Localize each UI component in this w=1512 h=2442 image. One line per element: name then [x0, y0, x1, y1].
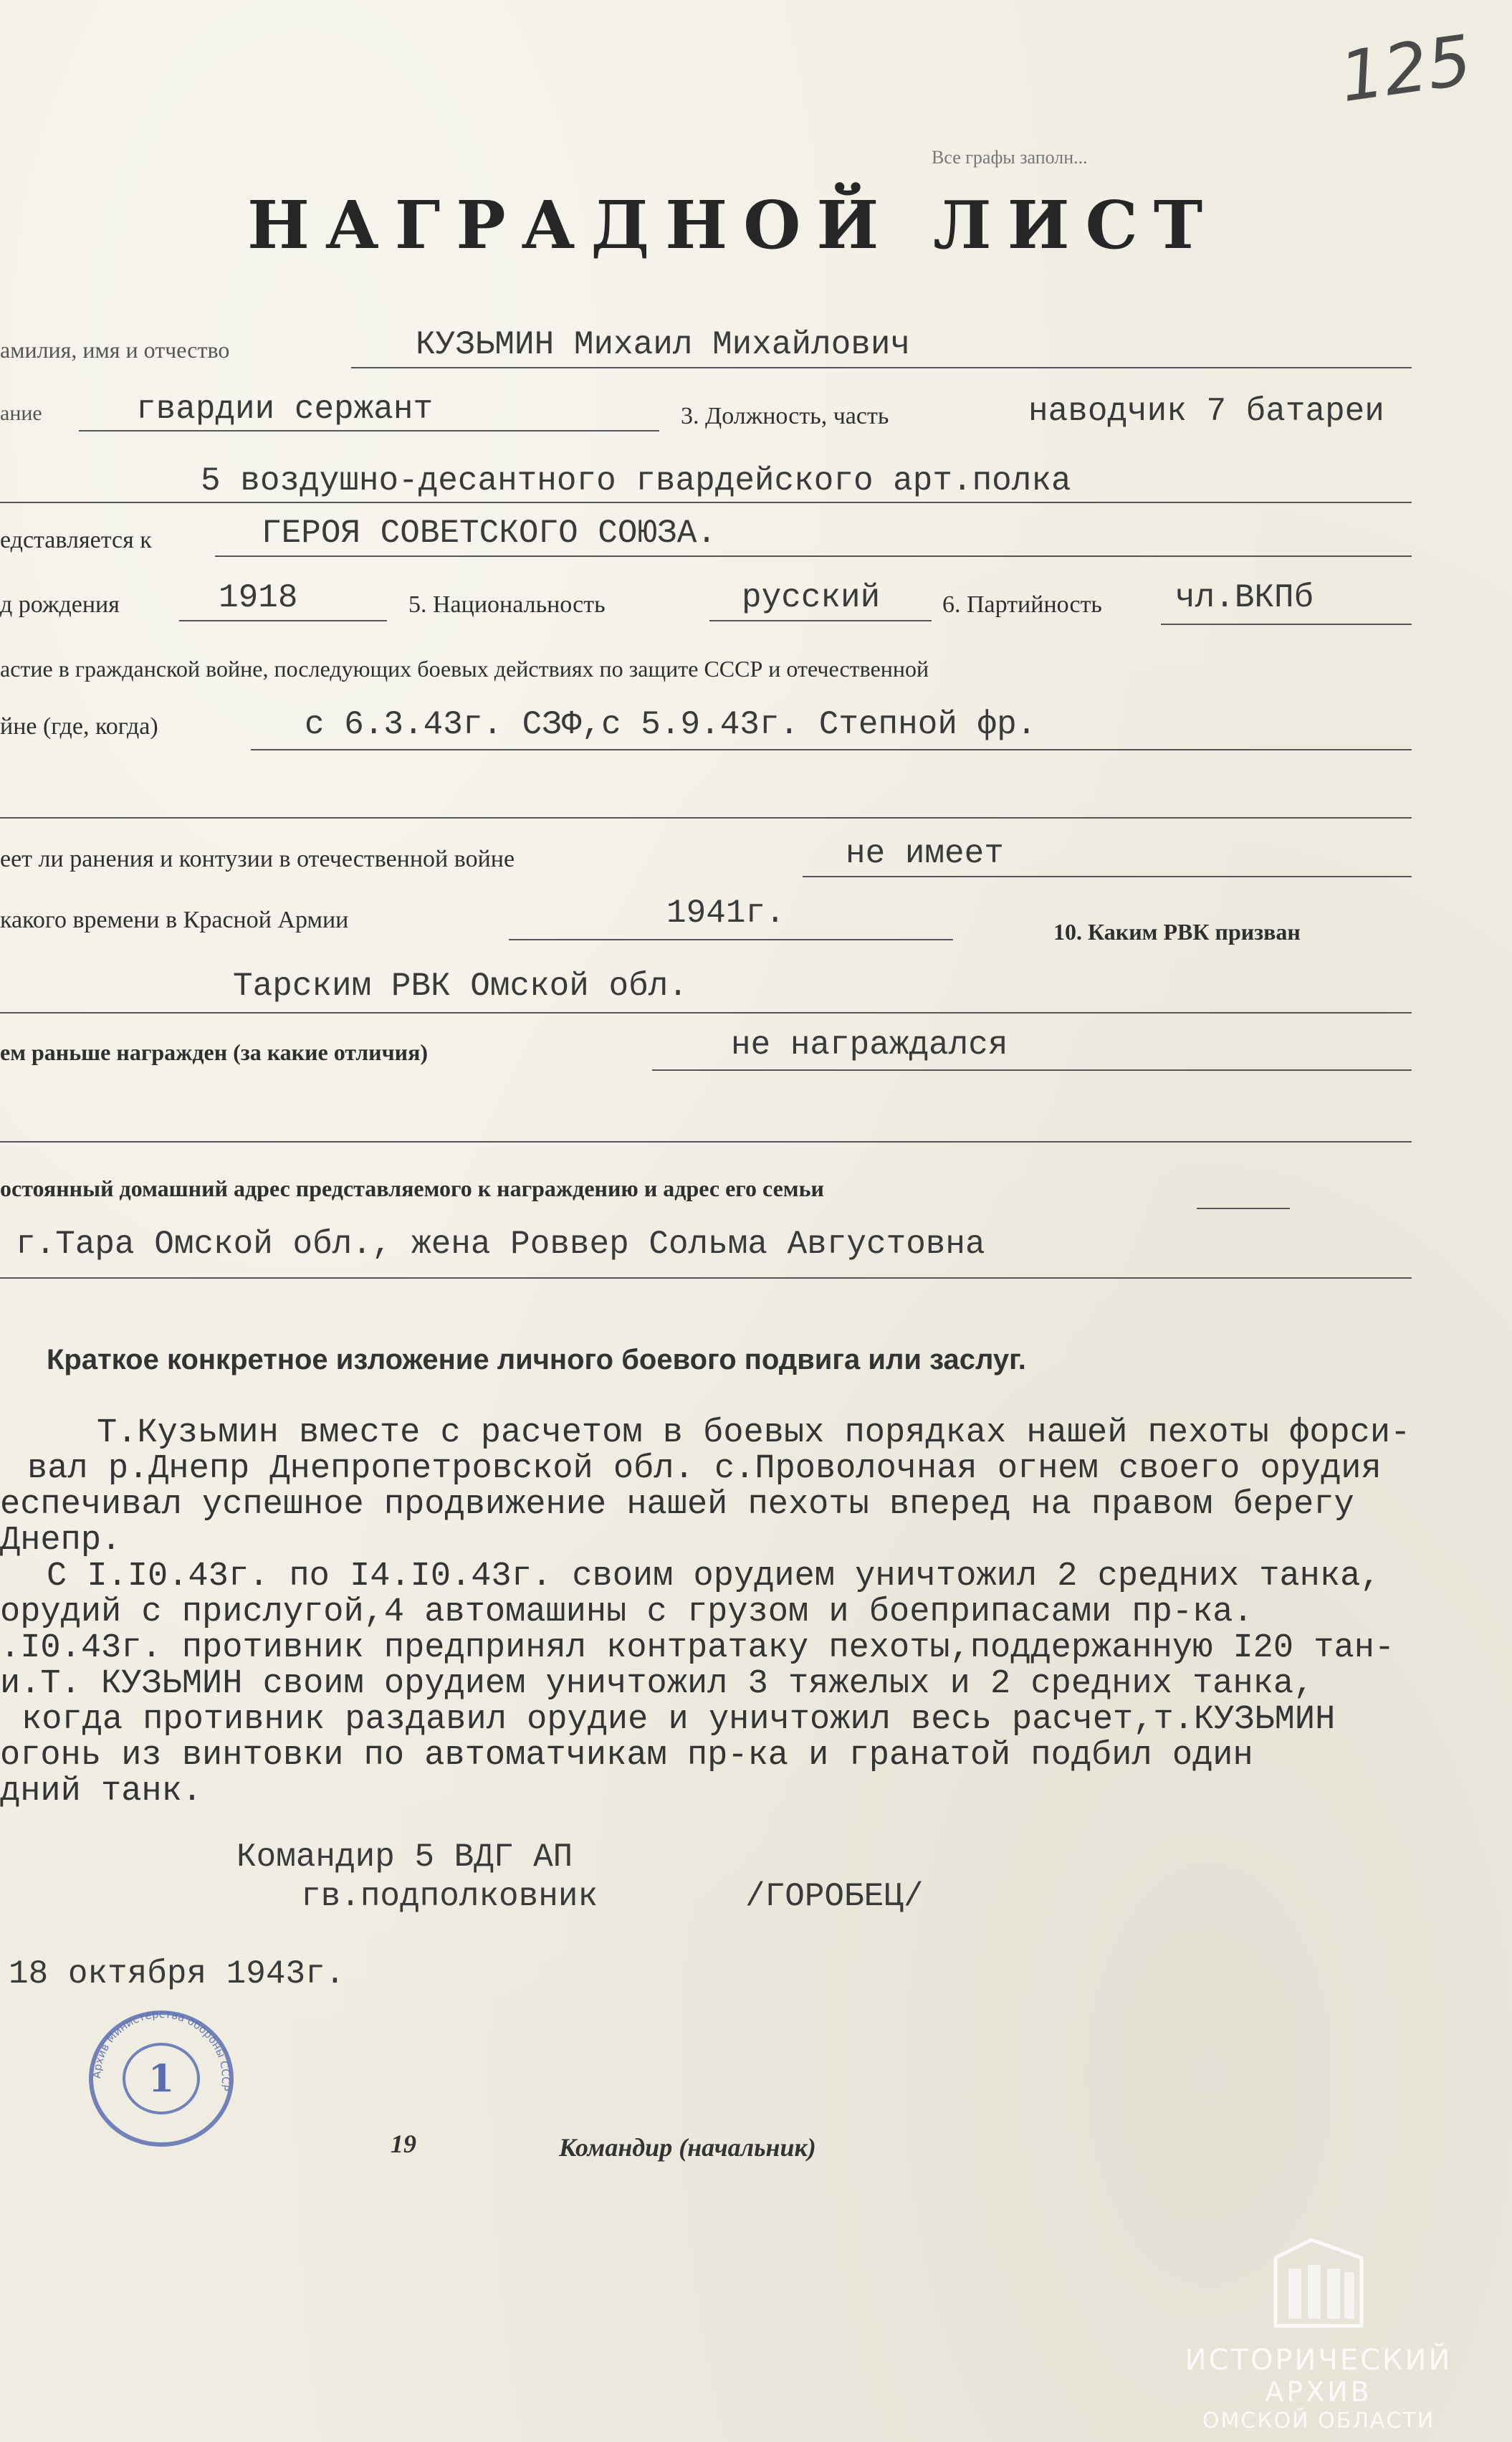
signature-name: /ГОРОБЕЦ/ — [745, 1878, 924, 1915]
wounds-value: не имеет — [846, 835, 1004, 872]
wounds-label: еет ли ранения и контузии в отечественной войне — [0, 846, 515, 872]
summary-line: .I0.43г. противник предпринял контратаку пехоты,поддержанную I20 тан- — [0, 1629, 1395, 1667]
page-number: 125 — [1335, 19, 1477, 118]
footer-year-prefix: 19 — [391, 2129, 416, 2158]
nationality-label: 5. Национальность — [408, 591, 606, 618]
birth-value: 1918 — [219, 579, 298, 616]
name-label: амилия, имя и отчество — [0, 337, 230, 363]
summary-line: когда противник раздавил орудие и уничтожил весь расчет,т.КУЗЬМИН — [21, 1701, 1336, 1739]
stamp-number: 1 — [148, 2057, 175, 2101]
summary-line: дний танк. — [0, 1773, 203, 1811]
header-note: Все графы заполн... — [932, 147, 1088, 168]
rank-value: гвардии сержант — [136, 391, 434, 428]
archive-watermark — [1175, 2236, 1462, 2433]
signature-line-1: Командир 5 ВДГ АП — [236, 1838, 573, 1876]
party-label: 6. Партийность — [942, 591, 1102, 618]
address-value: г.Тара Омской обл., жена Роввер Сольма Августовна — [16, 1226, 985, 1263]
summary-line: С I.I0.43г. по I4.I0.43г. своим орудием уничтожил 2 средних танка, — [47, 1558, 1381, 1596]
summary-line: огонь из винтовки по автоматчикам пр-ка и гранатой подбил один — [0, 1737, 1253, 1775]
birth-label: д рождения — [0, 591, 120, 618]
rvk-value: Тарским РВК Омской обл. — [233, 968, 688, 1005]
archive-building-icon — [1268, 2236, 1369, 2329]
summary-line: еспечивал успешное продвижение нашей пехоты вперед на правом берегу — [0, 1486, 1354, 1524]
watermark-line-2: АРХИВ — [1265, 2376, 1372, 2408]
war-value: с 6.3.43г. СЗФ,с 5.9.43г. Степной фр. — [305, 706, 1037, 743]
address-label: остоянный домашний адрес представляемого к награждению и адрес его семьи — [0, 1175, 824, 1201]
nationality-value: русский — [742, 579, 881, 616]
watermark-line-3: ОМСКОЙ ОБЛАСТИ — [1202, 2408, 1435, 2433]
summary-body — [0, 1416, 1410, 1810]
rvk-label: 10. Каким РВК призван — [1053, 919, 1301, 945]
rank-label: ание — [0, 401, 42, 425]
footer-commander-label: Командир (начальник) — [559, 2133, 816, 2162]
summary-line: орудий с прислугой,4 автомашины с грузом и боеприпасами пр-ка. — [0, 1593, 1253, 1631]
awards-value: не награждался — [731, 1026, 1008, 1064]
summary-heading: Краткое конкретное изложение личного боевого подвига или заслуг. — [47, 1344, 1026, 1375]
name-value: КУЗЬМИН Михаил Михайлович — [416, 326, 911, 363]
party-value: чл.ВКПб — [1175, 579, 1314, 616]
position-value-1: наводчик 7 батареи — [1028, 393, 1384, 430]
war-label-1: астие в гражданской войне, последующих боевых действиях по защите СССР и отечественной — [0, 656, 929, 682]
document-date: 18 октября 1943г. — [9, 1955, 345, 1993]
awards-label: ем раньше награжден (за какие отличия) — [0, 1039, 429, 1065]
summary-line: и.Т. КУЗЬМИН своим орудием уничтожил 3 тяжелых и 2 средних танка, — [0, 1665, 1314, 1703]
archive-stamp — [79, 2007, 244, 2150]
nominated-value: ГЕРОЯ СОВЕТСКОГО СОЮЗА. — [262, 515, 717, 552]
document-title: НАГРАДНОЙ ЛИСТ — [247, 186, 1219, 264]
position-label: 3. Должность, часть — [681, 403, 889, 429]
summary-line: Т.Кузьмин вместе с расчетом в боевых порядках нашей пехоты форси- — [97, 1414, 1411, 1452]
nominated-label: едставляется к — [0, 527, 152, 553]
summary-line: Днепр. — [0, 1522, 122, 1560]
stamp-text: Архив Министерства обороны СССР — [90, 2007, 233, 2092]
war-label-2: йне (где, когда) — [0, 713, 158, 740]
watermark-line-1: ИСТОРИЧЕСКИЙ — [1185, 2344, 1453, 2377]
position-value-2: 5 воздушно-десантного гвардейского арт.полка — [201, 462, 1071, 500]
army-since-label: какого времени в Красной Армии — [0, 907, 349, 933]
army-since-value: 1941г. — [666, 895, 785, 932]
signature-line-2: гв.подполковник — [301, 1878, 598, 1915]
summary-line: вал р.Днепр Днепропетровской обл. с.Проволочная огнем своего орудия — [27, 1450, 1382, 1488]
